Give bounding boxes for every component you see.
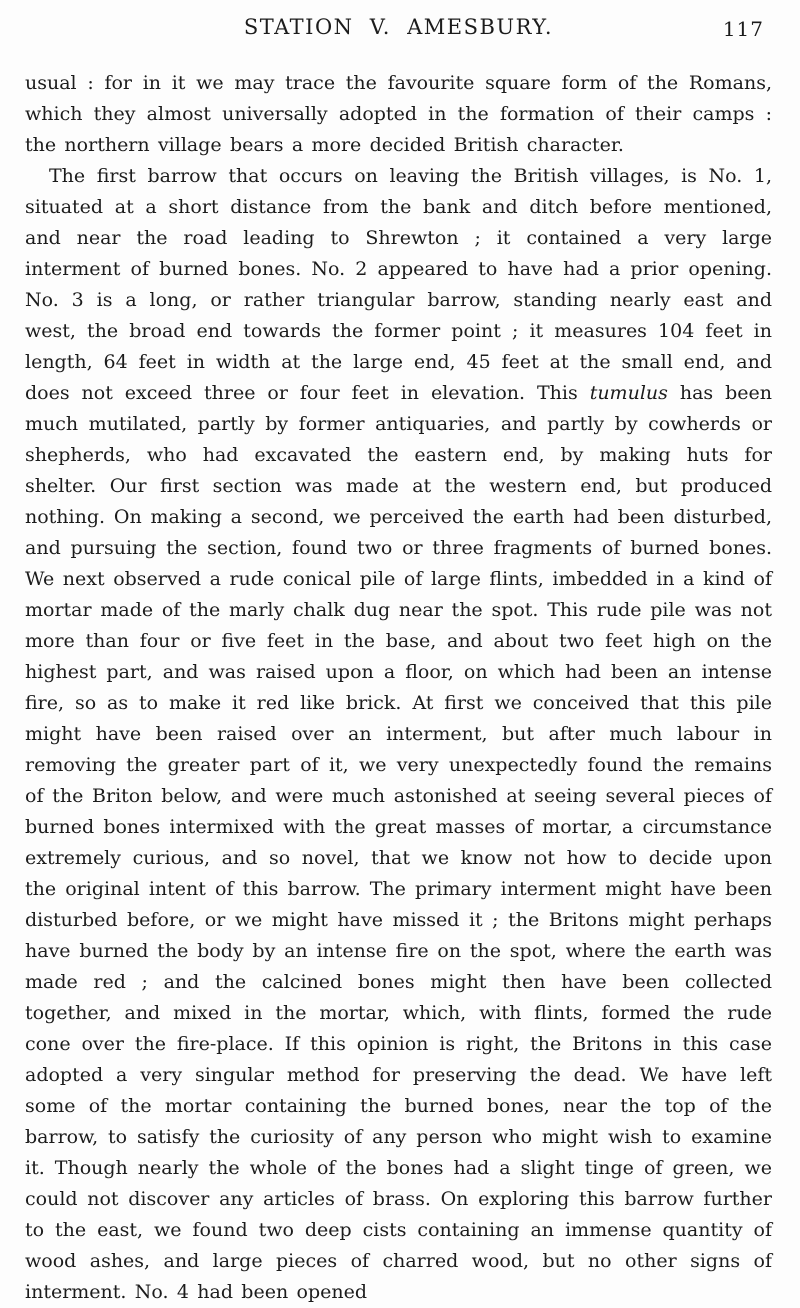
page-body xyxy=(25,68,772,1308)
paragraph-first-barrow xyxy=(25,161,772,1308)
page-number: 117 xyxy=(722,17,764,41)
page-header xyxy=(25,12,772,56)
paragraph-text-before-italic: The first barrow that occurs on leaving the British villages, is No. 1, situated at a short distance from the bank and ditch before mentioned, and near the road leading to Shrewton ; it contained a very large interment of burned bones. No. 2 appeared to have had a prior opening. No. 3 is a long, or rather triangular barrow, standing nearly east and west, the broad end towards the former point ; it measures 104 feet in length, 64 feet in width at the large end, 45 feet at the small end, and does not exceed three or four feet in elevation. This xyxy=(25,165,772,404)
paragraph-continuation: usual : for in it we may trace the favourite square form of the Romans, which they almost universally adopted in the formation of their camps : the northern village bears a more decided British character. xyxy=(25,72,772,156)
paragraph-text-after-italic: has been much mutilated, partly by former antiquaries, and partly by cowherds or shepherds, who had excavated the eastern end, by making huts for shelter. Our first section was made at the western end, but produced nothing. On making a second, we perceived the earth had been disturbed, and pursuing the section, found two or three fragments of burned bones. We next observed a rude conical pile of large flints, imbedded in a kind of mortar made of the marly chalk dug near the spot. This rude pile was not more than four or five feet in the base, and about two feet high on the highest part, and was raised upon a floor, on which had been an intense fire, so as to make it red like brick. At first we conceived that this pile might have been raised over an interment, but after much labour in removing the greater part of it, we very unexpectedly found the remains of the Briton below, and were much astonished at seeing several pieces of burned bones intermixed with the great masses of mortar, a circumstance extremely curious, and so novel, that we know not how to decide upon the original intent of this barrow. The primary interment might have been disturbed before, or we might have missed it ; the Britons might perhaps have burned the body by an intense fire on the spot, where the earth was made red ; and the calcined bones might then have been collected together, and mixed in the mortar, which, with flints, formed the rude cone over the fire-place. If this opinion is right, the Britons in this case adopted a very singular method for preserving the dead. We have left some of the mortar containing the burned bones, near the top of the barrow, to satisfy the curiosity of any person who might wish to examine it. Though nearly the whole of the bones had a slight tinge of green, we could not discover any articles of brass. On exploring this barrow further to the east, we found two deep cists containing an immense quantity of wood ashes, and large pieces of charred wood, but no other signs of interment. No. 4 had been opened xyxy=(25,382,772,1303)
running-head-title: STATION V. AMESBURY. xyxy=(243,15,554,39)
italic-word-tumulus: tumulus xyxy=(589,382,668,404)
